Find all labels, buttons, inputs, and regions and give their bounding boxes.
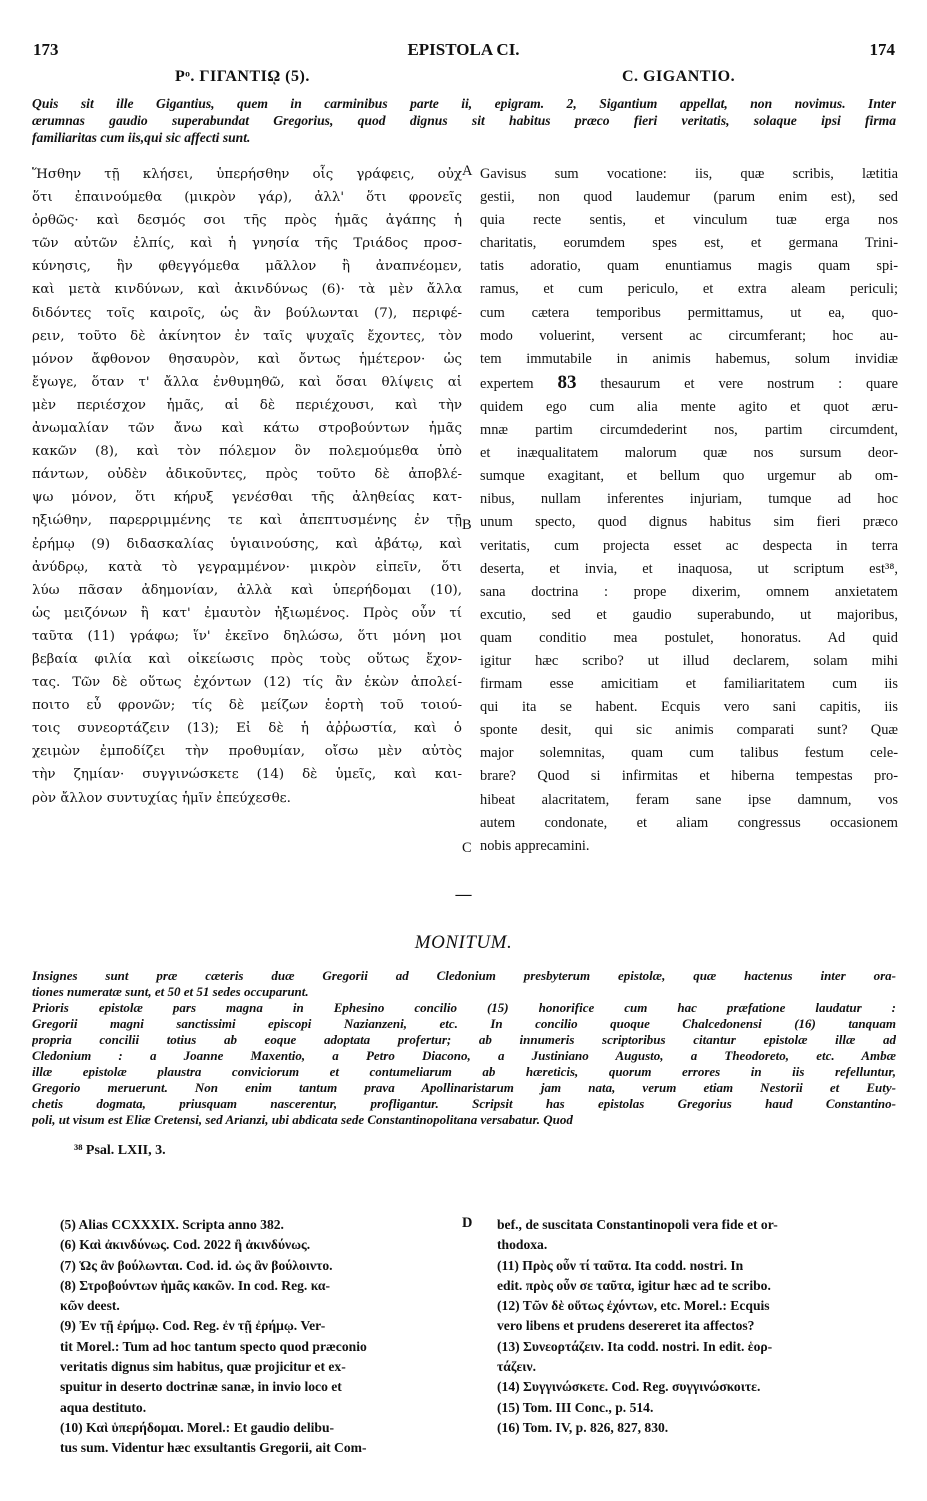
monitum-line: chetis dogmata, priusquam nascerentur, profligantur. Scripsit has epistolas Gregorius haud Constantino- <box>32 1096 896 1111</box>
greek-line: τας. Τῶν δὲ οὕτως ἐχόντων (12) τίς ἂν ἑκὼν ἀπολεί- <box>32 675 462 691</box>
greek-line: λύω πᾶσαν ἀδημονίαν, ἀλλὰ καὶ ὑπερήδομαι (10), <box>32 582 462 598</box>
footnote-line: (13) Συνεορτάζειν. Ita codd. nostri. In edit. ἑορ- <box>497 1338 773 1354</box>
footnotes-left <box>60 1215 465 1459</box>
footnote-line: (8) Στροβούντων ἡμᾶς κακῶν. In cod. Reg. κα- <box>60 1277 330 1293</box>
section-dash: — <box>455 886 472 903</box>
footnote-line: tus sum. Videntur hæc exsultantis Gregorii, ait Com- <box>60 1440 367 1456</box>
latin-line: quia recte sentis, et vinculum tuæ erga nos <box>480 212 898 229</box>
latin-line: excutio, sed et gaudio superabundo, ut majoribus, <box>480 606 898 623</box>
latin-line: ramus, et cum periculo, et extra aleam periculi; <box>480 281 898 298</box>
latin-line: nobis apprecamini. <box>480 837 590 854</box>
latin-line: charitatis, eorumdem spes est, et germana Trini- <box>480 235 898 252</box>
greek-line: ψω μόνον, ὅτι κήρυξ γενέσθαι τῆς ἀληθείας κατ- <box>32 490 462 506</box>
monitum-line: illæ epistolæ plaustra conviciorum et contumeliarum ab hæreticis, quorum errores in iis refelluntur, <box>32 1064 896 1079</box>
footnote-line: vero libens et prudens desereret ita affectos? <box>497 1318 755 1334</box>
latin-line: Gavisus sum vocatione: iis, quæ scribis, lætitia <box>480 166 898 182</box>
greek-line: ρειν, τοῦτο δὲ ἀκίνητον ἐν ταῖς ψυχαῖς ἔχοντες, τὸν <box>32 328 462 344</box>
greek-line: διδόντες τοῖς καιροῖς, ὡς ἂν βούλωνται (7), περιφέ- <box>32 305 462 321</box>
footnote-line: (6) Καὶ ἀκινδύνως. Cod. 2022 ἢ ἀκινδύνως. <box>60 1237 311 1253</box>
latin-line: et inæqualitatem malorum quæ nos sursum deor- <box>480 445 898 462</box>
greek-line: ὅτι ἐπαινούμεθα (μικρὸν γάρ), ἀλλ' ὅτι φρονεῖς <box>32 190 462 206</box>
footnote-line: (9) Ἐν τῇ ἐρήμῳ. Cod. Reg. ἐν τῇ ἐρήμῳ. Ver- <box>60 1318 326 1334</box>
monitum-line: Prioris epistolæ pars magna in Ephesino concilio (15) honorifice cum hac præfatione laudatur : <box>32 1000 896 1015</box>
margin-marker-c: C <box>462 840 472 856</box>
greek-line: τὴν ζημίαν· συγγινώσκετε (14) δὲ ὑμεῖς, καὶ και- <box>32 767 462 783</box>
monitum-text <box>32 968 896 1128</box>
greek-text-column <box>32 163 462 810</box>
intro-line: Quis sit ille Gigantius, quem in carminibus parte ii, epigram. 2, Sigantium appellat, non novimus. Inter <box>32 96 896 111</box>
latin-line: sumque exagitant, et bellum quo urgemur ab om- <box>480 468 898 485</box>
latin-line: tatis adoratio, quam enuntiamus magis quam spi- <box>480 258 898 275</box>
footnote-line: spuitur in deserto doctrinæ sanæ, in invio loco et <box>60 1379 342 1395</box>
greek-line: ἀνωμαλίαν τῶν ἄνω καὶ κάτω στροβούντων ἡμᾶς <box>32 421 462 437</box>
running-title: EPISTOLA CI. <box>407 40 520 59</box>
footnote-line: (11) Πρὸς οὖν τί ταῦτα. Ita codd. nostri. In <box>497 1257 744 1273</box>
latin-line: cum cætera temporibus permittamus, ut ea, quo- <box>480 304 898 321</box>
footnote-line: (16) Tom. IV, p. 826, 827, 830. <box>497 1419 669 1435</box>
greek-line: πάντων, οὐδὲν ἀδικοῦντες, πρὸς τοῦτο δὲ ἀποβλέ- <box>32 467 462 483</box>
latin-line: major solemnitas, quam cum talibus festum cele- <box>480 745 898 762</box>
greek-line: βεβαία φιλία καὶ οἰκείωσις πρὸς τοὺς οὕτως ἔχον- <box>32 651 462 667</box>
latin-line: unum specto, quod dignus habitus sim fieri præco <box>480 514 898 531</box>
margin-marker-d: D <box>462 1215 473 1231</box>
greek-line: ρὸν ἄλλον συντυχίας ἡμῖν ἐπεύχεσθε. <box>32 790 291 806</box>
greek-line: τῶν αὐτῶν ἐλπίς, καὶ ἡ γνησία τῆς Τριάδος προσ- <box>32 236 462 252</box>
greek-line: ὀρθῶς· καὶ δεσμός σοι τῆς πρὸς ἡμᾶς ἀγάπης ἡ <box>32 213 462 229</box>
greek-line: ἐρήμῳ (9) διδασκαλίας ὑγιαινούσης, καὶ ἀβάτῳ, καὶ <box>32 536 462 552</box>
footnote-line: thodoxa. <box>497 1237 548 1253</box>
footnote-line: tit Morel.: Tum ad hoc tantum specto quod præconio <box>60 1338 367 1354</box>
greek-line: ἔγωγε, ὅταν τ' ἄλλα ἐνθυμηθῶ, καὶ ὅσαι θλίψεις αἱ <box>32 374 462 390</box>
monitum-line: Gregorio meruerunt. Non enim tantum prava Apollinaristarum jam nata, verum etiam Nestorii et Euty- <box>32 1080 896 1095</box>
latin-line: quidem ego cum alia mente agito et quot æru- <box>480 398 898 415</box>
latin-line: brare? Quod si infirmitas et hiberna tempestas pro- <box>480 768 898 785</box>
footnote-line: (5) Alias CCXXXIX. Scripta anno 382. <box>60 1217 284 1232</box>
greek-line: κακῶν (8), καὶ τὸν πόλεμον ὃν πολεμούμεθα ὑπὸ <box>32 444 462 460</box>
latin-line: gestii, non quod laudemur (parum enim est), sed <box>480 189 898 206</box>
latin-line: autem condonate, et aliam congressus occasionem <box>480 814 898 831</box>
greek-line: μόνον ἄφθονον θησαυρὸν, καὶ ὄντως ἡμέτερον· ὡς <box>32 351 462 367</box>
greek-line: χειμὼν ἐμποδίζει τὴν προθυμίαν, οἴσω μὲν αὐτὸς <box>32 744 462 760</box>
footnote-line: bef., de suscitata Constantinopoli vera fide et or- <box>497 1217 778 1232</box>
intro-note <box>32 95 896 146</box>
greek-line: ηξιώθην, παρερριμμένης τε καὶ ἀπεπτυσμένης ἐν τῇ <box>32 513 462 529</box>
latin-line: sana doctrina : prope dixerim, omnem anxietatem <box>480 583 898 600</box>
intro-line: ærumnas gaudio superabundat Gregorius, quod dignus sit habitus præco fieri veritatis, solaque ipsi firma <box>32 113 896 128</box>
latin-line: mnæ partim circumdederint nos, partim circumdent, <box>480 422 898 439</box>
latin-line: deserta, et invia, et inaquosa, ut scriptum est³⁸, <box>480 560 898 577</box>
margin-marker-a: A <box>462 163 473 179</box>
greek-line: ταῦτα (11) γράφω; ἵν' ἐκεῖνο δηλώσω, ὅτι μόνη μοι <box>32 628 462 644</box>
footnote-line: edit. πρὸς οὖν σε ταῦτα, igitur hæc ad te scribo. <box>497 1277 771 1293</box>
footnote-line: τάζειν. <box>497 1359 536 1375</box>
monitum-line: tiones numeratæ sunt, et 50 et 51 sedes occuparunt. <box>32 984 309 999</box>
greek-line: μὲν περιέσχον ἡμᾶς, αἱ δὲ περιέχουσι, καὶ τὴν <box>32 397 462 413</box>
monitum-title: MONITUM. <box>414 932 513 953</box>
footnote-line: (7) Ὡς ἂν βούλωνται. Cod. id. ὡς ἂν βούλοιντο. <box>60 1257 333 1273</box>
greek-line: κύνησις, ἣν φθεγγόμεθα μᾶλλον ἢ ἀναπνέομεν, <box>32 259 462 275</box>
page-number-inset: 83 <box>557 371 577 393</box>
footnote-line: (10) Καὶ ὑπερήδομαι. Morel.: Et gaudio delibu- <box>60 1419 335 1435</box>
latin-line: veritatis, cum projecta esset ac despecta in terra <box>480 537 898 554</box>
greek-line: Ἥσθην τῇ κλήσει, ὑπερήσθην οἷς γράφεις, οὐχ <box>32 167 462 182</box>
greek-line: καὶ μετὰ κινδύνων, καὶ ἀκινδύνως (6)· τὰ μὲν ἄλλα <box>32 282 462 298</box>
monitum-line: Insignes sunt præ cæteris duæ Gregorii ad Cledonium presbyterum epistolæ, quæ hactenus inter ora- <box>32 968 896 983</box>
intro-line: familiaritas cum iis,qui sic affecti sunt. <box>32 130 251 145</box>
greek-line: τοις συνεορτάζειν (13); Εἰ δὲ ἡ ἀῤῥωστία, καὶ ὁ <box>32 721 462 737</box>
greek-line: ποιτο εὖ φρονῶν; τίς δὲ μείζων ἑορτὴ τοῦ τοιού- <box>32 698 462 714</box>
latin-title: C. GIGANTIO. <box>622 68 736 85</box>
footnote-line: (15) Tom. III Conc., p. 514. <box>497 1399 654 1415</box>
monitum-line: poli, ut visum est Eliæ Cretensi, sed Arianzi, ubi abdicata sede Constantinopolitana versabatur. Quod <box>32 1112 573 1127</box>
latin-line: igitur hæc scribo? ut illud declarem, solam mihi <box>480 652 898 669</box>
latin-line: firmam esse amicitiam et familiaritatem cum iis <box>480 676 898 693</box>
latin-line: qui ita se habent. Ecquis vero sani capitis, iis <box>480 699 898 716</box>
scripture-reference: ³⁸ Psal. LXII, 3. <box>74 1143 166 1158</box>
latin-line: tem immutabile in animis habemus, solum invidiæ <box>480 350 898 367</box>
greek-line: ὡς μειζόνων ἢ κατ' ἐμαυτὸν ἠξιωμένος. Πρὸς οὖν τί <box>32 605 462 621</box>
greek-title: Pᵒ. ΓΙΓΑΝΤΙῼ (5). <box>175 68 310 85</box>
monitum-line: Gregorii magni sanctissimi episcopi Nazianzeni, etc. In concilio quoque Chalcedonensi (16) tanquam <box>32 1016 896 1031</box>
footnote-line: veritatis dignus sim habitus, quæ projicitur et ex- <box>60 1359 346 1375</box>
latin-text-column <box>480 163 898 858</box>
footnote-line: κῶν deest. <box>60 1298 120 1314</box>
footnote-line: (12) Τῶν δὲ οὕτως ἐχόντων, etc. Morel.: Ecquis <box>497 1298 770 1314</box>
footnotes-right <box>497 1215 897 1438</box>
monitum-line: Cledonium : a Joanne Maxentio, a Petro Diacono, a Justiniano Augusto, a Theodoreto, etc. Ambæ <box>32 1048 896 1063</box>
latin-line: nibus, nullam inferentes injuriam, tumque ad hoc <box>480 491 898 508</box>
greek-line: ἀνύδρῳ, κατὰ τὸ γεγραμμένον· μικρὸν εἰπεῖν, ὅτι <box>32 559 462 575</box>
monitum-line: propria concilii totius ab eoque adoptata profertur; ab innumeris scriptoribus citantur epistolæ illæ ad <box>32 1032 896 1047</box>
page-number-left: 173 <box>33 40 59 59</box>
latin-line: hibeat alacritatem, feram sane ipse damnum, vos <box>480 791 898 808</box>
latin-line: expertem 83 thesaurum et vere nostrum : quare <box>480 371 898 393</box>
footnote-line: aqua destituto. <box>60 1399 147 1415</box>
latin-line: modo voluerint, versent ac circumferant; hoc au- <box>480 327 898 344</box>
page-number-right: 174 <box>869 40 895 59</box>
footnote-line: (14) Συγγινώσκετε. Cod. Reg. συγγινώσκοιτε. <box>497 1379 761 1395</box>
latin-line: sponte desit, qui sic animis comparati sunt? Quæ <box>480 722 898 739</box>
margin-marker-b: B <box>462 517 472 533</box>
latin-line: quam conditio mea postulet, honoratus. Ad quid <box>480 629 898 646</box>
